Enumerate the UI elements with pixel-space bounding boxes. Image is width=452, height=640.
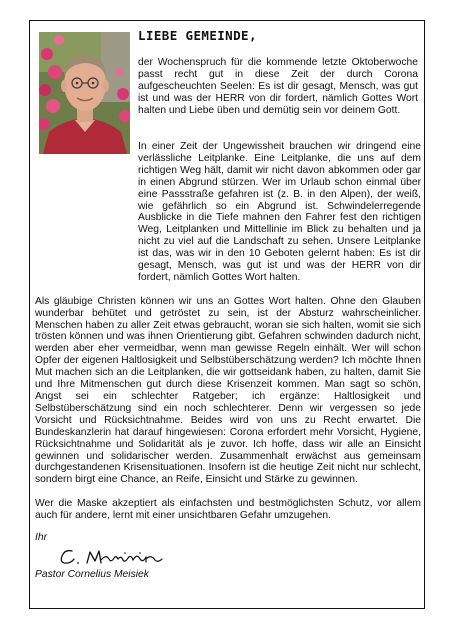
paragraph-maske: Wer die Maske akzeptiert als einfachsten und bestmöglichsten Schutz, vor allem auch für andere, lernt mit einer unsichtbaren Gefahr umzugehen. [35, 498, 421, 522]
letter-title: LIEBE GEMEINDE, [138, 28, 257, 43]
paragraph-leitplanke: In einer Zeit der Ungewissheit brauchen wir dringend eine verlässliche Leitplanke. Eine Leitplanke, die uns auf dem richtigen Weg hält, damit wir nicht davon abkommen oder gar in einen Abgrund stürzen. Wer im Urlaub schon einmal über eine Passstraße gefahren ist (z. B. in den Alpen), der weiß, wie gefährlich so ein Abgrund ist. Schwindelerregende Ausblicke in die Tiefe mahnen den Fahrer fest den richtigen Weg, Leitplanken und Mittellinie im Blick zu behalten und ja nicht zu viel auf die Landschaft zu sehen. Unsere Leitplanke ist das, was wir in den 10 Geboten gelernt haben: Es ist dir gesagt, Mensch, was gut ist und was der HERR von dir fordert, nämlich Gottes Wort halten. [138, 141, 421, 283]
letter-body [35, 141, 421, 522]
paragraph-intro: der Wochenspruch für die kommende letzte Oktoberwoche passt recht gut in diese Zeit der durch Corona aufgescheuchten Seelen: Es ist dir gesagt, Mensch, was gut ist und was der HERR von dir fordert, nämlich Gottes Wort halten und Liebe üben und demütig sein vor deinem Gott. [138, 57, 418, 116]
pastor-portrait [39, 32, 130, 154]
paragraph-glaube: Als gläubige Christen können wir uns an Gottes Wort halten. Ohne den Glauben wunderbar behütet und getröstet zu sein, ist der Absturz wahrscheinlicher. Menschen haben zu aller Zeit etwas gebraucht, woran sie sich halten, womit sie sich trösten können und was ihnen Orientierung gibt. Gefahren schwinden dadurch nicht, werden aber eher vermeidbar, wenn man gewisse Regeln einhält. Wer will schon Opfer der eigenen Haltlosigkeit und Selbstüberschätzung werden? Ich möchte Ihnen Mut machen sich an die Leitplanken, die wir gottseidank haben, zu halten, damit Sie und Ihre Mitmenschen gut durch diese Krisenzeit kommen. Man sagt so schön, Angst sei ein schlechter Ratgeber; ich ergänze: Haltlosigkeit und Selbstüberschätzung sind ein noch schlechterer. Denn wir vergessen so jede Vorsicht und Rücksichtnahme. Beides wird von uns zu Recht erwartet. Die Bundeskanzlerin hat darauf hingewiesen: Corona erfordert mehr Vorsicht, Hygiene, Rücksichtnahme und Solidarität als je zuvor. Ich hoffe, dass wir alle an Einsicht gewinnen und solidarischer werden. Zusammenhalt erwächst aus gemeinsam durchgestandenen Krisensituationen. Insofern ist die heutige Zeit nicht nur schlecht, sondern birgt eine Chance, an Reife, Einsicht und Stärke zu gewinnen. [35, 295, 421, 486]
closing-salutation: Ihr [35, 532, 48, 543]
author-name: Pastor Cornelius Meisiek [35, 569, 149, 580]
letter-frame [29, 20, 425, 609]
